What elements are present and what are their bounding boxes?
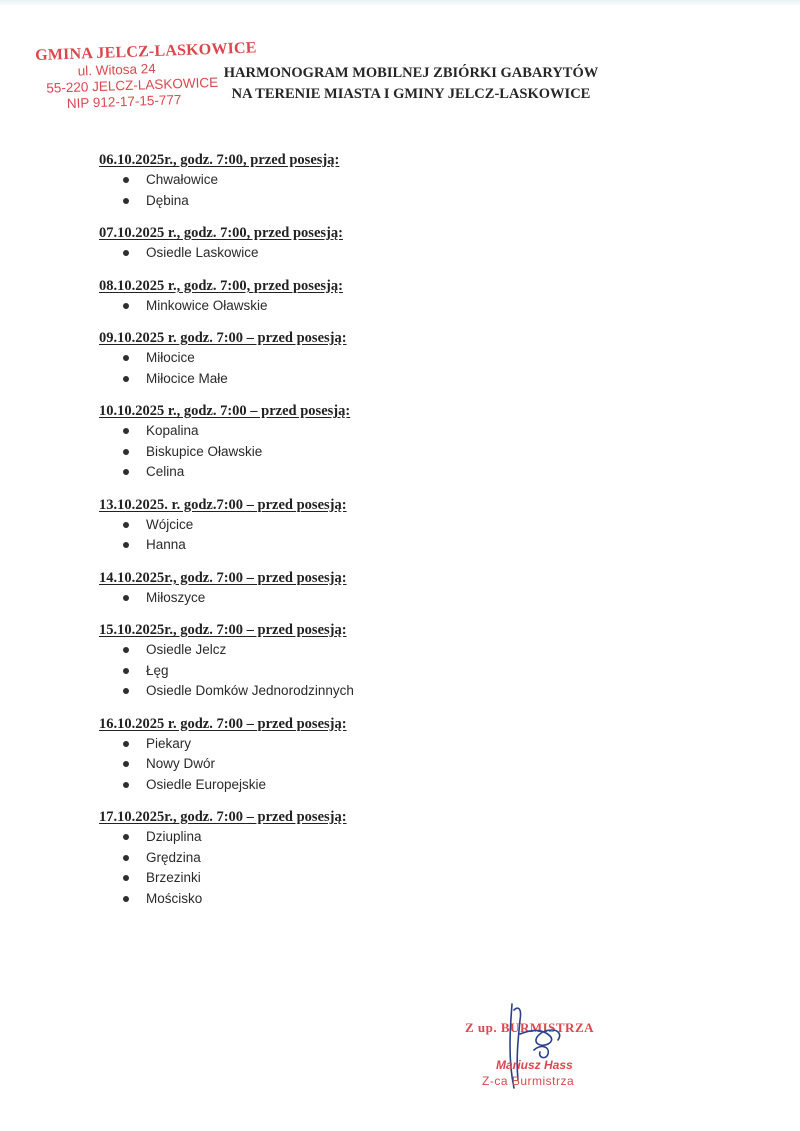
schedule-date-heading: 14.10.2025r., godz. 7:00 – przed posesją: — [99, 569, 347, 586]
bullet-icon — [123, 668, 129, 674]
place-item — [99, 661, 599, 682]
place-list — [99, 348, 599, 389]
place-name: Celina — [146, 464, 185, 479]
bullet-icon — [123, 303, 129, 309]
place-name: Osiedle Domków Jednorodzinnych — [146, 683, 354, 698]
place-item — [99, 640, 599, 661]
schedule-date-heading: 17.10.2025r., godz. 7:00 – przed posesją: — [99, 809, 347, 825]
bullet-icon — [123, 834, 129, 840]
stamp-line-nip: NIP 912-17-15-777 — [66, 92, 182, 112]
schedule-date-heading: 15.10.2025r., godz. 7:00 – przed posesją: — [99, 622, 347, 638]
schedule-group — [99, 714, 599, 796]
stamp-line-name: GMINA JELCZ-LASKOWICE — [34, 39, 257, 65]
place-item — [99, 296, 599, 317]
place-item — [99, 889, 599, 910]
schedule-group — [99, 276, 599, 317]
place-item — [99, 868, 599, 889]
bullet-icon — [123, 595, 129, 601]
bullet-icon — [123, 782, 129, 788]
place-list — [99, 421, 599, 483]
place-item — [99, 754, 599, 775]
schedule-group — [99, 328, 599, 389]
place-item — [99, 462, 599, 483]
bullet-icon — [123, 542, 129, 548]
place-list — [99, 827, 599, 909]
bullet-icon — [123, 376, 129, 382]
document-title — [196, 63, 626, 105]
place-item — [99, 775, 599, 796]
place-name: Wójcice — [146, 516, 194, 532]
schedule-group — [99, 807, 599, 909]
schedule-list — [99, 150, 599, 921]
place-name: Brzezinki — [146, 870, 201, 885]
place-item — [99, 170, 599, 191]
bullet-icon — [123, 896, 129, 902]
place-list — [99, 296, 599, 317]
place-item — [99, 515, 599, 536]
place-list — [99, 515, 599, 556]
bullet-icon — [123, 761, 129, 767]
bullet-icon — [123, 875, 129, 881]
schedule-date-heading: 16.10.2025 r. godz. 7:00 – przed posesją: — [99, 715, 347, 732]
place-item — [99, 588, 599, 609]
place-item — [99, 421, 599, 442]
place-name: Osiedle Jelcz — [146, 642, 227, 657]
bullet-icon — [123, 855, 129, 861]
place-list — [99, 588, 599, 609]
schedule-date-heading: 06.10.2025r., godz. 7:00, przed posesją: — [99, 152, 340, 168]
scan-edge — [0, 0, 800, 6]
place-name: Miłocice Małe — [146, 370, 228, 386]
bullet-icon — [123, 688, 129, 694]
place-name: Biskupice Oławskie — [146, 443, 263, 459]
schedule-date-heading: 13.10.2025. r. godz.7:00 – przed posesją: — [99, 496, 347, 513]
place-item — [99, 348, 599, 369]
place-name: Osiedle Europejskie — [146, 776, 267, 792]
place-name: Minkowice Oławskie — [146, 297, 268, 313]
place-item — [99, 243, 599, 264]
place-item — [99, 681, 599, 702]
place-name: Nowy Dwór — [146, 756, 216, 771]
schedule-group — [99, 150, 599, 211]
signature-name: Mariusz Hass — [496, 1058, 573, 1072]
place-name: Mościsko — [146, 890, 203, 906]
schedule-group — [99, 568, 599, 609]
bullet-icon — [123, 469, 129, 475]
bullet-icon — [123, 177, 129, 183]
schedule-group — [99, 620, 599, 702]
bullet-icon — [123, 428, 129, 434]
place-name: Piekary — [146, 735, 192, 751]
place-name: Chwałowice — [146, 172, 219, 187]
bullet-icon — [123, 355, 129, 361]
schedule-group — [99, 223, 599, 264]
place-list — [99, 640, 599, 702]
title-line-1: HARMONOGRAM MOBILNEJ ZBIÓRKI GABARYTÓW — [223, 65, 599, 81]
place-name: Osiedle Laskowice — [146, 245, 259, 260]
signature-role: Z up. BURMISTRZA — [465, 1020, 595, 1035]
stamp-line-street: ul. Witosa 24 — [77, 60, 157, 79]
place-name: Dębina — [146, 192, 189, 208]
bullet-icon — [123, 522, 129, 528]
place-name: Grędzina — [146, 849, 201, 865]
title-line-2: NA TERENIE MIASTA I GMINY JELCZ-LASKOWICE — [231, 86, 591, 102]
signature-block — [460, 1000, 660, 1100]
place-name: Miłoszyce — [146, 589, 206, 605]
schedule-date-heading: 09.10.2025 r. godz. 7:00 – przed posesją: — [99, 330, 347, 346]
place-name: Miłocice — [146, 350, 195, 365]
place-name: Łęg — [146, 662, 169, 678]
place-item — [99, 191, 599, 212]
schedule-date-heading: 08.10.2025 r., godz. 7:00, przed posesją: — [99, 277, 343, 294]
place-item — [99, 848, 599, 869]
place-item — [99, 442, 599, 463]
office-stamp — [34, 39, 257, 113]
place-list — [99, 243, 599, 264]
schedule-date-heading: 07.10.2025 r., godz. 7:00, przed posesją: — [99, 225, 343, 241]
place-item — [99, 734, 599, 755]
signature-title: Z-ca Burmistrza — [482, 1074, 575, 1088]
place-item — [99, 369, 599, 390]
place-name: Dziuplina — [146, 829, 202, 844]
bullet-icon — [123, 741, 129, 747]
schedule-group — [99, 401, 599, 483]
stamp-line-city: 55-220 JELCZ-LASKOWICE — [46, 74, 219, 96]
place-name: Kopalina — [146, 423, 199, 438]
bullet-icon — [123, 250, 129, 256]
bullet-icon — [123, 449, 129, 455]
place-list — [99, 170, 599, 211]
place-item — [99, 827, 599, 848]
schedule-group — [99, 495, 599, 556]
place-name: Hanna — [146, 537, 186, 552]
place-item — [99, 535, 599, 556]
place-list — [99, 734, 599, 796]
bullet-icon — [123, 198, 129, 204]
bullet-icon — [123, 647, 129, 653]
schedule-date-heading: 10.10.2025 r., godz. 7:00 – przed posesją: — [99, 403, 351, 419]
